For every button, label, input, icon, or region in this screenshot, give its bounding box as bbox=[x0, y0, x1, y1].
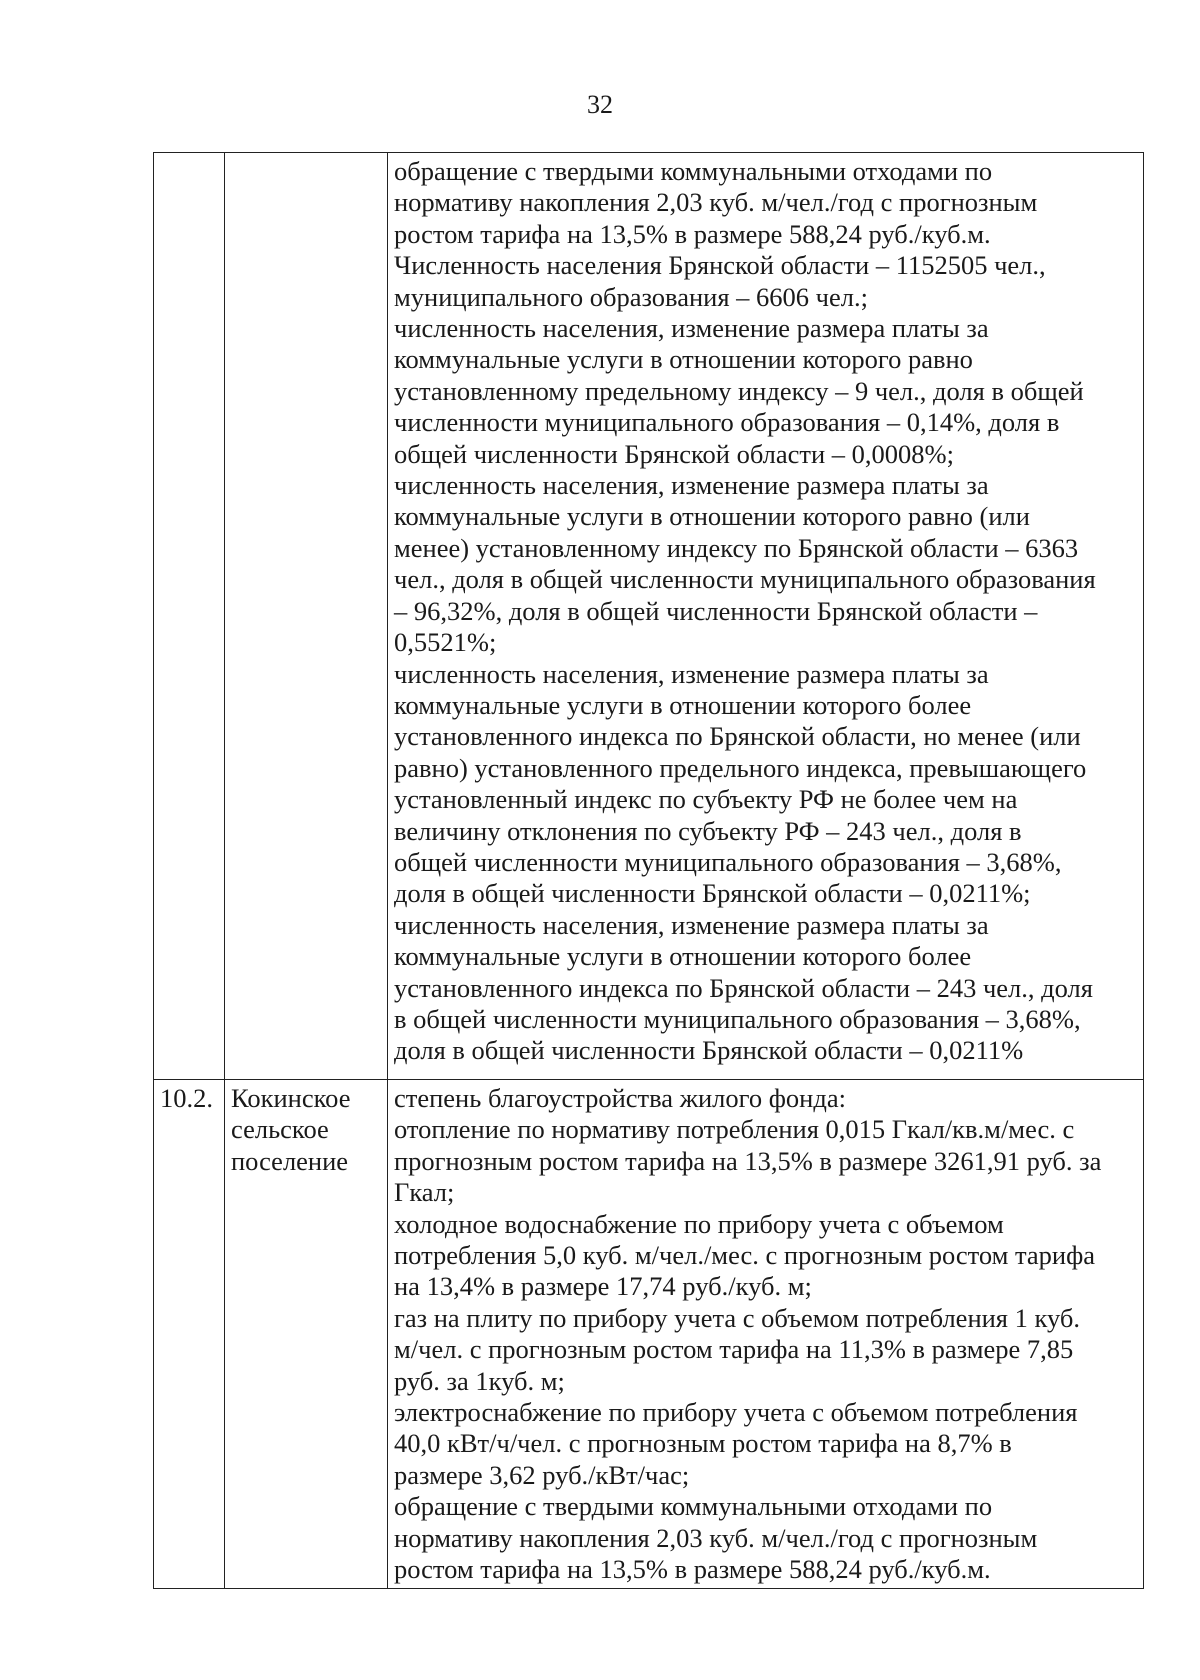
text-line: общей численности Брянской области – 0,0008%; bbox=[394, 438, 954, 469]
text-line: сельское bbox=[231, 1114, 329, 1145]
text-line: на 13,4% в размере 17,74 руб./куб. м; bbox=[394, 1271, 812, 1302]
table-body bbox=[154, 153, 1144, 1589]
text-line: численность населения, изменение размера платы за bbox=[394, 313, 989, 344]
text-line: в общей численности муниципального образования – 3,68%, bbox=[394, 1003, 1081, 1034]
row-number-cell bbox=[154, 153, 225, 1080]
description-cell bbox=[388, 1080, 1144, 1589]
text-line: электроснабжение по прибору учета с объемом потребления bbox=[394, 1397, 1078, 1428]
text-line: 0,5521%; bbox=[394, 627, 497, 658]
text-line: ростом тарифа на 13,5% в размере 588,24 руб./куб.м. bbox=[394, 1554, 991, 1585]
table-row bbox=[154, 153, 1144, 1080]
text-line: нормативу накопления 2,03 куб. м/чел./год с прогнозным bbox=[394, 187, 1038, 218]
text-line: численности муниципального образования – 0,14%, доля в bbox=[394, 407, 1060, 438]
text-line: коммунальные услуги в отношении которого более bbox=[394, 689, 972, 720]
text-line: прогнозным ростом тарифа на 13,5% в размере 3261,91 руб. за bbox=[394, 1145, 1102, 1176]
text-line: установленного индекса по Брянской области, но менее (или bbox=[394, 721, 1081, 752]
text-line: Гкал; bbox=[394, 1177, 455, 1208]
text-line: 40,0 кВт/ч/чел. с прогнозным ростом тарифа на 8,7% в bbox=[394, 1428, 1012, 1459]
text-line: руб. за 1куб. м; bbox=[394, 1365, 565, 1396]
text-line: установленного индекса по Брянской области – 243 чел., доля bbox=[394, 972, 1093, 1003]
text-line: равно) установленного предельного индекса, превышающего bbox=[394, 752, 1087, 783]
text-line: доля в общей численности Брянской области – 0,0211% bbox=[394, 1035, 1024, 1066]
settlement-name-cell bbox=[225, 153, 388, 1080]
text-line: холодное водоснабжение по прибору учета с объемом bbox=[394, 1208, 1004, 1239]
text-line: муниципального образования – 6606 чел.; bbox=[394, 281, 868, 312]
text-line: ростом тарифа на 13,5% в размере 588,24 руб./куб.м. bbox=[394, 218, 991, 249]
text-line: численность населения, изменение размера платы за bbox=[394, 658, 989, 689]
text-line: чел., доля в общей численности муниципального образования bbox=[394, 564, 1096, 595]
text-line: величину отклонения по субъекту РФ – 243 чел., доля в bbox=[394, 815, 1022, 846]
text-line: поселение bbox=[231, 1145, 349, 1176]
text-line: Кокинское bbox=[231, 1083, 351, 1113]
text-line: численность населения, изменение размера платы за bbox=[394, 470, 989, 501]
text-line: общей численности муниципального образования – 3,68%, bbox=[394, 846, 1062, 877]
text-line: Численность населения Брянской области – 1152505 чел., bbox=[394, 250, 1046, 281]
text-line: установленному предельному индексу – 9 чел., доля в общей bbox=[394, 375, 1084, 406]
text-line: отопление по нормативу потребления 0,015 Гкал/кв.м/мес. с bbox=[394, 1114, 1075, 1145]
text-line: нормативу накопления 2,03 куб. м/чел./год с прогнозным bbox=[394, 1522, 1038, 1553]
page-number: 32 bbox=[587, 90, 613, 119]
document-table bbox=[153, 152, 1144, 1589]
settlement-name-cell bbox=[225, 1080, 388, 1589]
text-line: коммунальные услуги в отношении которого равно (или bbox=[394, 501, 1030, 532]
text-line: установленный индекс по субъекту РФ не более чем на bbox=[394, 784, 1018, 815]
text-line: потребления 5,0 куб. м/чел./мес. с прогнозным ростом тарифа bbox=[394, 1240, 1096, 1271]
text-line: коммунальные услуги в отношении которого более bbox=[394, 941, 972, 972]
row-number-cell: 10.2. bbox=[154, 1080, 225, 1589]
text-line: менее) установленному индексу по Брянской области – 6363 bbox=[394, 532, 1079, 563]
text-line: доля в общей численности Брянской области – 0,0211%; bbox=[394, 878, 1031, 909]
text-line: размере 3,62 руб./кВт/час; bbox=[394, 1459, 690, 1490]
table-row bbox=[154, 1080, 1144, 1589]
text-line: – 96,32%, доля в общей численности Брянской области – bbox=[394, 595, 1038, 626]
text-line: м/чел. с прогнозным ростом тарифа на 11,3% в размере 7,85 bbox=[394, 1334, 1074, 1365]
text-line: газ на плиту по прибору учета с объемом потребления 1 куб. bbox=[394, 1302, 1080, 1333]
text-line: коммунальные услуги в отношении которого равно bbox=[394, 344, 973, 375]
text-line: численность населения, изменение размера платы за bbox=[394, 909, 989, 940]
text-line: обращение с твердыми коммунальными отходами по bbox=[394, 156, 993, 186]
text-line: степень благоустройства жилого фонда: bbox=[394, 1083, 846, 1113]
description-cell bbox=[388, 153, 1144, 1080]
text-line: обращение с твердыми коммунальными отходами по bbox=[394, 1491, 993, 1522]
